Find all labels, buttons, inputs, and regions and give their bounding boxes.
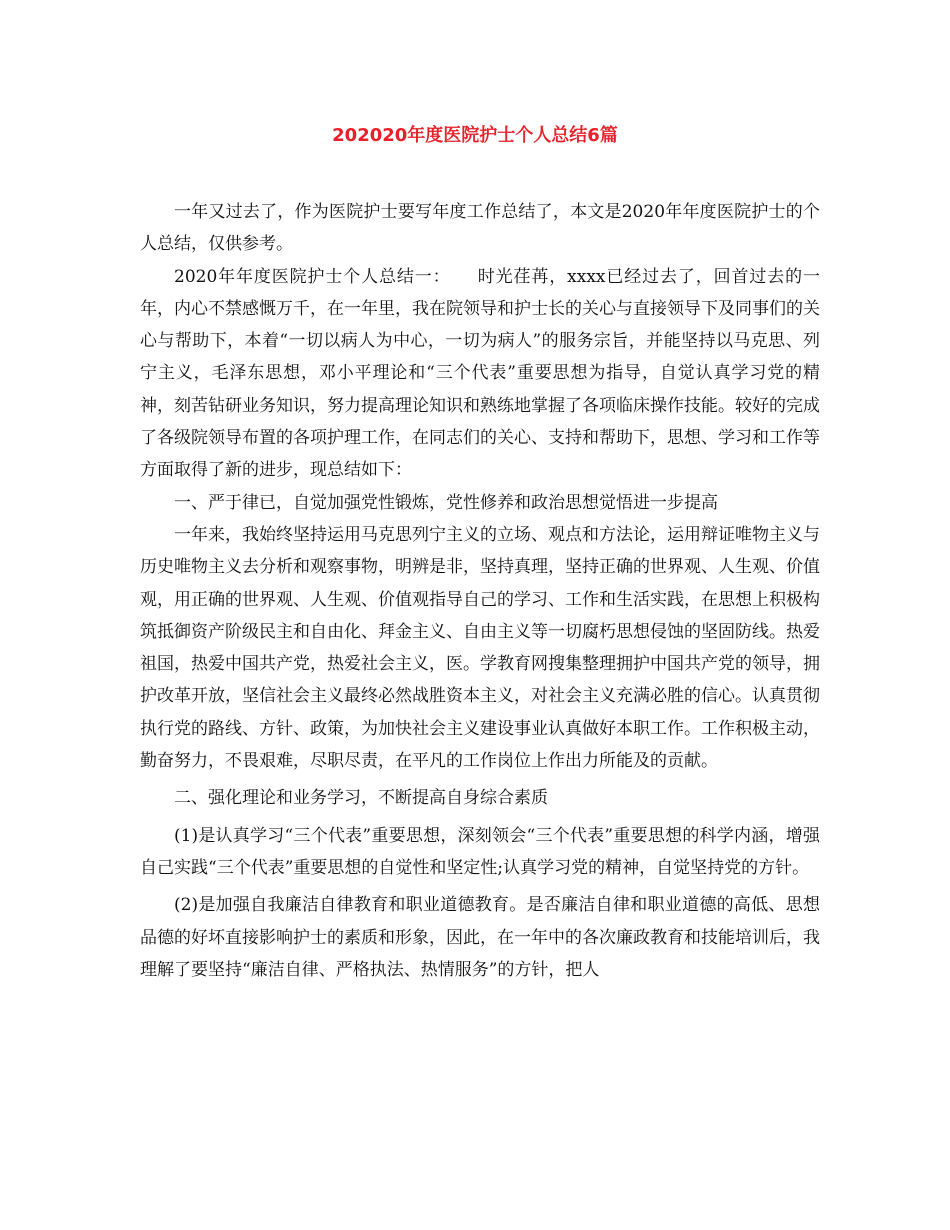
paragraph-intro: 一年又过去了，作为医院护士要写年度工作总结了，本文是2020年年度医院护士的个人总结，仅供参考。 xyxy=(140,202,820,255)
section-heading-one: 一、严于律已，自觉加强党性锻炼，党性修养和政治思想觉悟进一步提高 xyxy=(174,492,718,513)
document-title: 202020年度医院护士个人总结6篇 xyxy=(332,125,618,146)
paragraph-item-two: (2)是加强自我廉洁自律教育和职业道德教育。是否廉洁自律和职业道德的高低、思想品德的好坏直接影响护士的素质和形象，因此，在一年中的各次廉政教育和技能培训后，我理解了要坚持“廉洁自律、严格执法、热情服务”的方针，把人 xyxy=(140,895,820,980)
paragraph-item-one: (1)是认真学习“三个代表”重要思想，深刻领会“三个代表”重要思想的科学内涵，增强自己实践“三个代表”重要思想的自觉性和坚定性;认真学习党的精神，自觉坚持党的方针。 xyxy=(140,825,820,878)
document-body xyxy=(140,196,820,986)
paragraph-section-one: 一年来，我始终坚持运用马克思列宁主义的立场、观点和方法论，运用辩证唯物主义与历史唯物主义去分析和观察事物，明辨是非，坚持真理，坚持正确的世界观、人生观、价值观，用正确的世界观、人生观、价值观指导自己的学习、工作和生活实践，在思想上积极构筑抵御资产阶级民主和自由化、拜金主义、自由主义等一切腐朽思想侵蚀的坚固防线。热爱祖国，热爱中国共产党，热爱社会主义，医。学教育网搜集整理拥护中国共产党的领导，拥护改革开放，坚信社会主义最终必然战胜资本主义，对社会主义充满必胜的信心。认真贯彻执行党的路线、方针、政策，为加快社会主义建设事业认真做好本职工作。工作积极主动，勤奋努力，不畏艰难，尽职尽责，在平凡的工作岗位上作出力所能及的贡献。 xyxy=(140,524,820,772)
paragraph-summary-one: 2020年年度医院护士个人总结一： 时光荏苒，xxxx已经过去了，回首过去的一年，内心不禁感慨万千，在一年里，我在院领导和护士长的关心与直接领导下及同事们的关心与帮助下，本着“一切以病人为中心，一切为病人”的服务宗旨，并能坚持以马克思、列宁主义，毛泽东思想，邓小平理论和“三个代表”重要思想为指导，自觉认真学习党的精神，刻苦钻研业务知识，努力提高理论知识和熟练地掌握了各项临床操作技能。较好的完成了各级院领导布置的各项护理工作，在同志们的关心、支持和帮助下，思想、学习和工作等方面取得了新的进步，现总结如下： xyxy=(140,266,820,481)
section-heading-two: 二、强化理论和业务学习，不断提高自身综合素质 xyxy=(174,788,548,809)
